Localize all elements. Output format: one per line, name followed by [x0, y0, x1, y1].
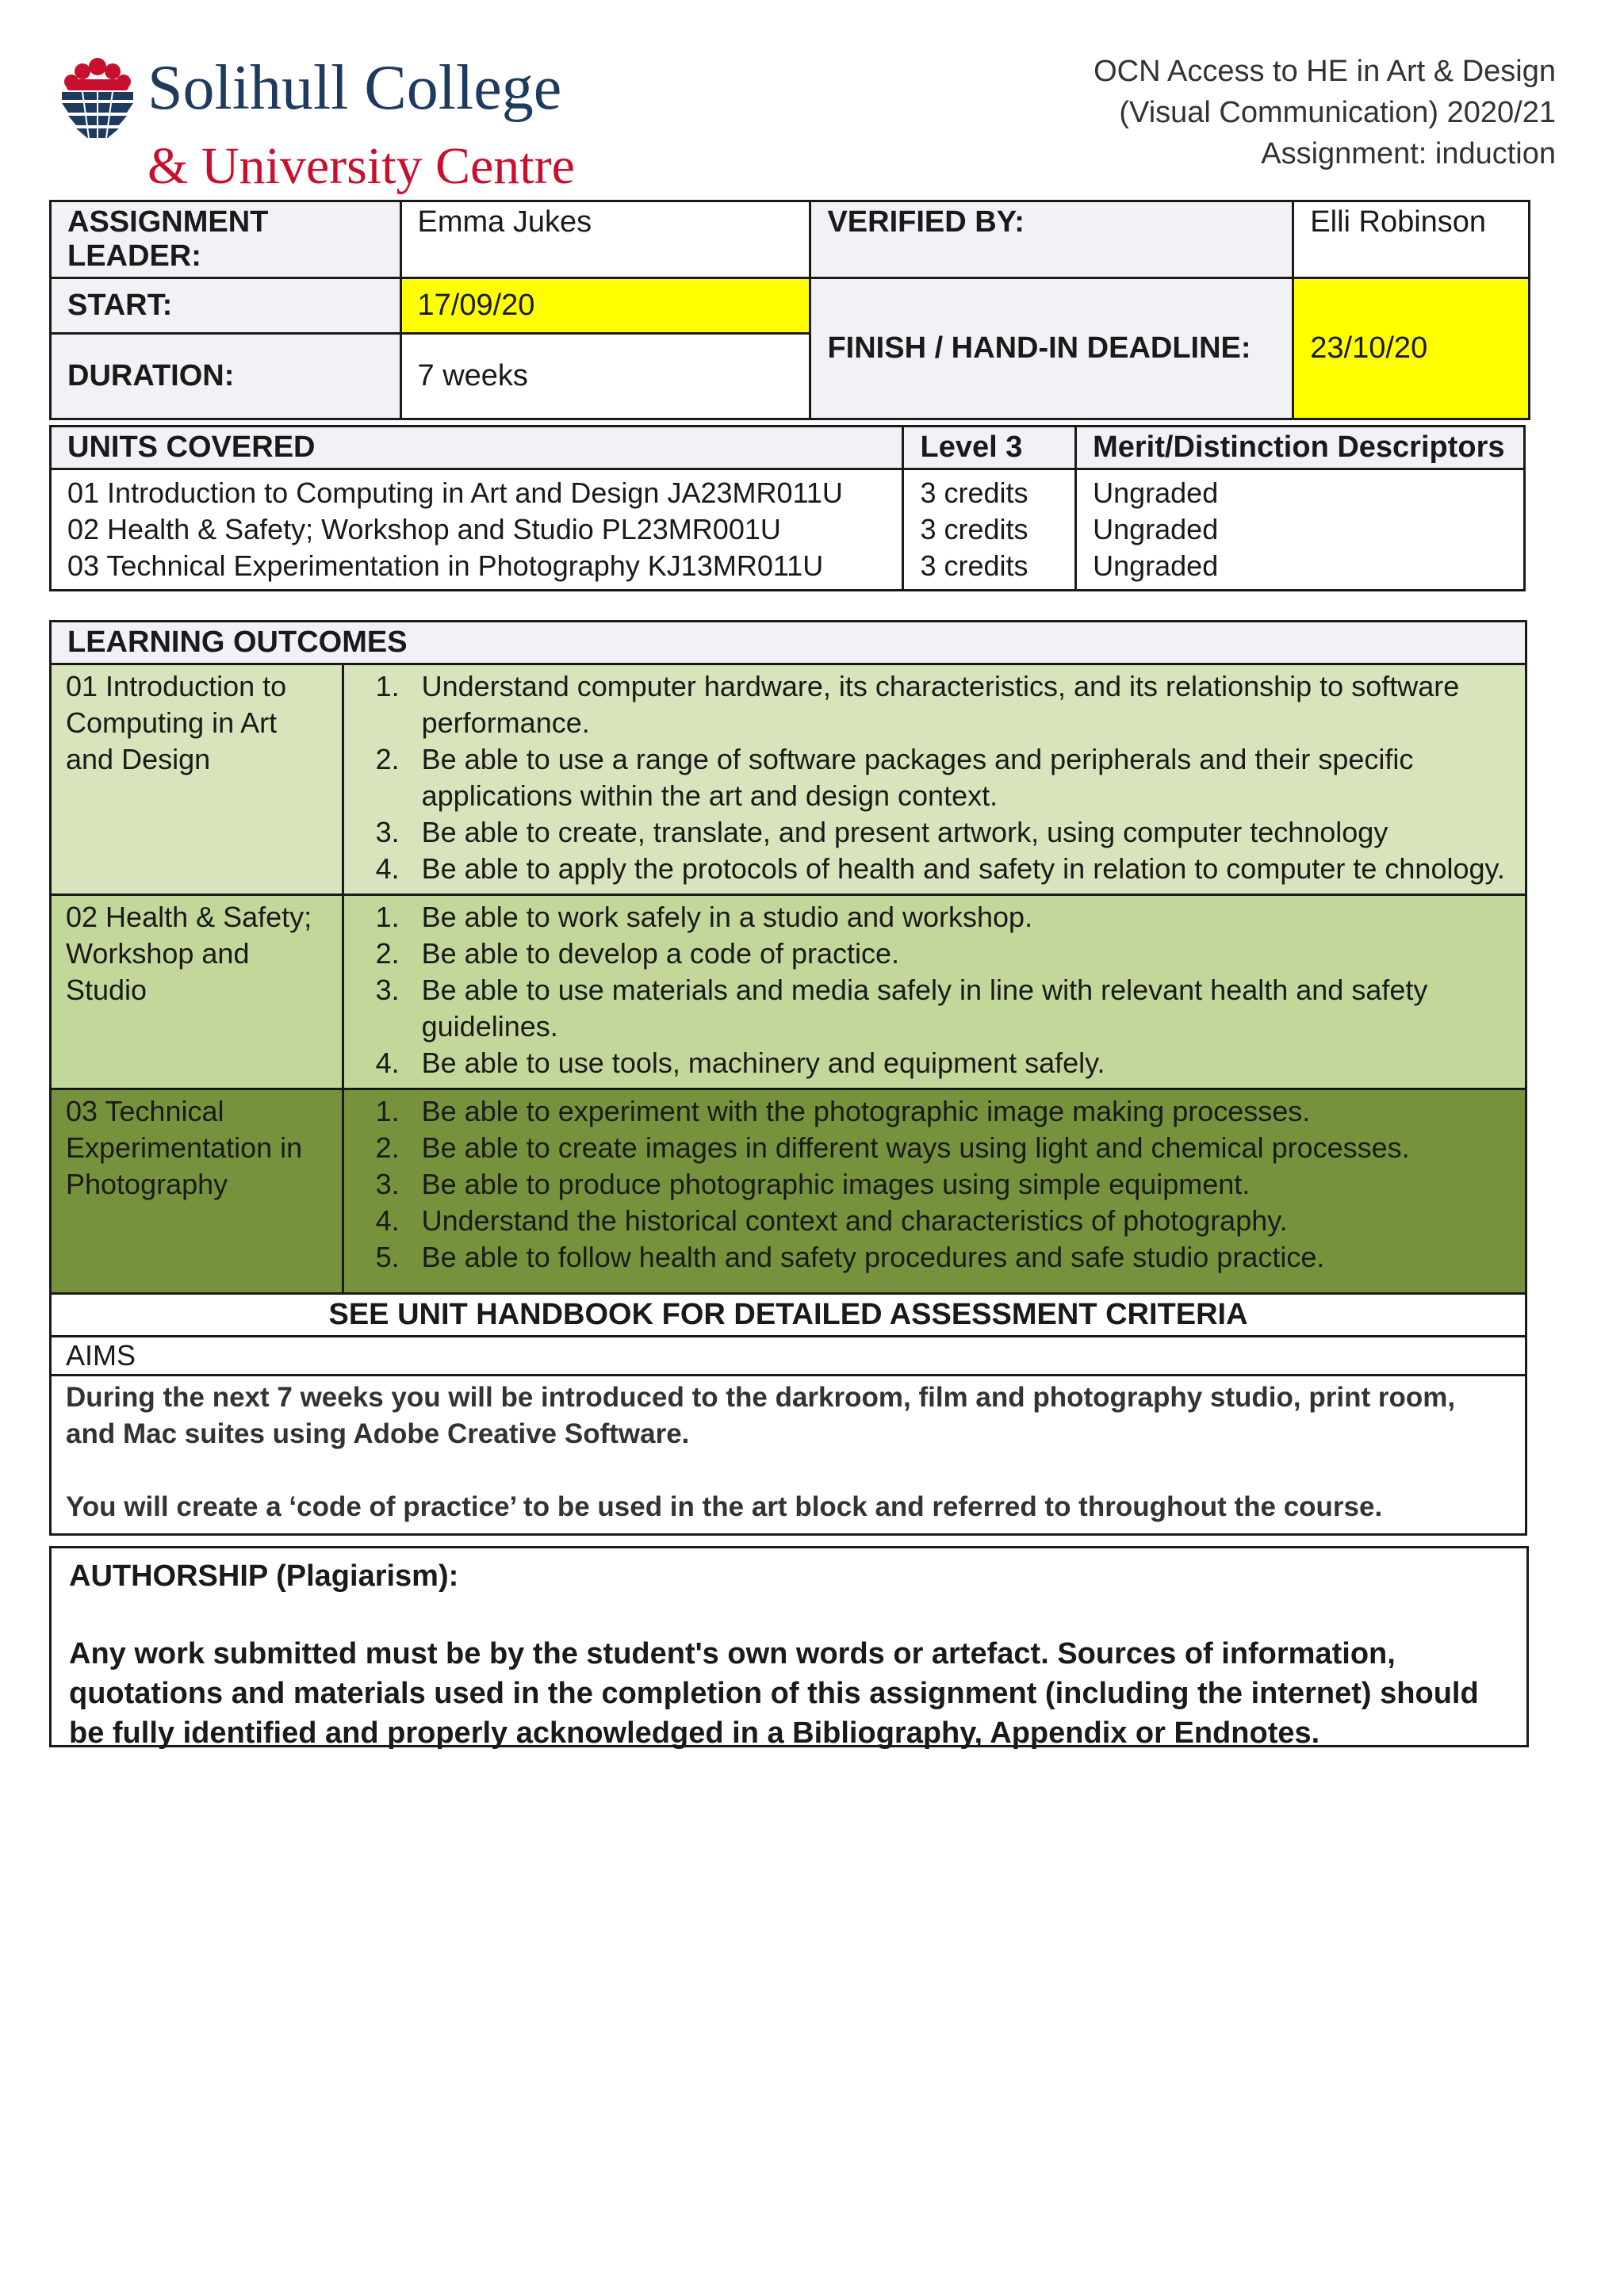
- unit-credits: 3 credits: [920, 549, 1028, 582]
- unit-name: 03 Technical Experimentation in Photography KJ13MR011U: [67, 549, 824, 582]
- outcome-item: 3. Be able to use materials and media safely in line with relevant health and safety guidelines.: [375, 974, 1428, 1043]
- unit-grade: Ungraded: [1093, 549, 1219, 582]
- duration-value: 7 weeks: [400, 334, 810, 419]
- see-handbook-note: SEE UNIT HANDBOOK FOR DETAILED ASSESSMENT CRITERIA: [51, 1294, 1526, 1337]
- unit-credits: 3 credits: [920, 513, 1028, 545]
- learning-outcomes-table: [49, 620, 1527, 1536]
- assignment-info-table: [49, 200, 1530, 420]
- unit-name: 02 Health & Safety; Workshop and Studio PL23MR001U: [67, 513, 781, 545]
- unit-grade: Ungraded: [1093, 476, 1219, 509]
- authorship-body: Any work submitted must be by the student's own words or artefact. Sources of information, quotations and materials used in the completion of this assignment (including the internet) should be fully identified and properly acknowledged in a Bibliography, Appendix or Endnotes.: [69, 1637, 1479, 1750]
- outcome-item: 4. Be able to apply the protocols of health and safety in relation to computer te chnology.: [375, 852, 1505, 885]
- college-logo: [59, 52, 575, 203]
- leader-label: ASSIGNMENT LEADER:: [51, 201, 401, 278]
- outcome-item: 2. Be able to create images in different ways using light and chemical processes.: [375, 1131, 1410, 1164]
- outcome-unit-name: 01 Introduction to Computing in Art and Design: [51, 664, 343, 895]
- verified-label: VERIFIED BY:: [810, 201, 1293, 278]
- unit-name: 01 Introduction to Computing in Art and Design JA23MR011U: [67, 476, 843, 509]
- credits-list: [903, 469, 1076, 591]
- outcome-item: 1. Be able to experiment with the photographic image making processes.: [375, 1095, 1311, 1127]
- unit-grade: Ungraded: [1093, 513, 1219, 545]
- grade-list: [1076, 469, 1525, 591]
- authorship-box: [49, 1546, 1529, 1750]
- outcome-item: 3. Be able to produce photographic images using simple equipment.: [375, 1168, 1251, 1200]
- outcome-item: 4. Understand the historical context and characteristics of photography.: [375, 1204, 1288, 1237]
- unit-list: [51, 469, 903, 591]
- outcome-item: 1. Be able to work safely in a studio and workshop.: [375, 901, 1033, 933]
- outcome-item: 4. Be able to use tools, machinery and equipment safely.: [375, 1047, 1105, 1079]
- course-info: [1094, 51, 1556, 174]
- outcome-list: [343, 895, 1526, 1089]
- duration-label: DURATION:: [51, 334, 401, 419]
- college-subtitle: & University Centre: [147, 137, 575, 195]
- leader-value: Emma Jukes: [400, 201, 810, 278]
- aims-body: [51, 1376, 1526, 1535]
- course-line: Assignment: induction: [1261, 137, 1556, 170]
- units-header: UNITS COVERED: [51, 427, 903, 469]
- aims-paragraph: During the next 7 weeks you will be introduced to the darkroom, film and photography studio, print room, and Mac suites using Adobe Creative Software.: [66, 1382, 1456, 1449]
- outcome-unit-name: 02 Health & Safety; Workshop and Studio: [51, 895, 343, 1089]
- units-table: [49, 425, 1526, 591]
- verified-value: Elli Robinson: [1293, 201, 1530, 278]
- finish-label: FINISH / HAND-IN DEADLINE:: [810, 278, 1293, 419]
- outcome-list: [343, 664, 1526, 895]
- learning-outcomes-title: LEARNING OUTCOMES: [51, 622, 1526, 664]
- descriptors-header: Merit/Distinction Descriptors: [1076, 427, 1525, 469]
- college-name: Solihull College: [147, 53, 562, 123]
- finish-value: 23/10/20: [1293, 278, 1530, 419]
- outcome-item: 2. Be able to use a range of software packages and peripherals and their specific applications within the art and design context.: [375, 743, 1414, 812]
- start-value: 17/09/20: [400, 278, 810, 334]
- authorship-title: AUTHORSHIP (Plagiarism):: [69, 1559, 459, 1593]
- aims-label: AIMS: [51, 1337, 1526, 1376]
- unit-credits: 3 credits: [920, 476, 1028, 509]
- start-label: START:: [51, 278, 401, 334]
- outcome-item: 3. Be able to create, translate, and present artwork, using computer technology: [375, 816, 1388, 848]
- outcome-item: 5. Be able to follow health and safety procedures and safe studio practice.: [375, 1241, 1325, 1273]
- outcome-item: 1. Understand computer hardware, its characteristics, and its relationship to software performance.: [375, 670, 1460, 739]
- level-header: Level 3: [903, 427, 1076, 469]
- aims-paragraph: You will create a ‘code of practice’ to be used in the art block and referred to throughout the course.: [66, 1491, 1383, 1522]
- outcome-item: 2. Be able to develop a code of practice.: [375, 937, 900, 970]
- college-crest-icon: [59, 55, 136, 140]
- course-line: OCN Access to HE in Art & Design: [1094, 55, 1556, 88]
- outcome-unit-name: 03 Technical Experimentation in Photography: [51, 1089, 343, 1294]
- outcome-list: [343, 1089, 1526, 1294]
- course-line: (Visual Communication) 2020/21: [1119, 96, 1556, 129]
